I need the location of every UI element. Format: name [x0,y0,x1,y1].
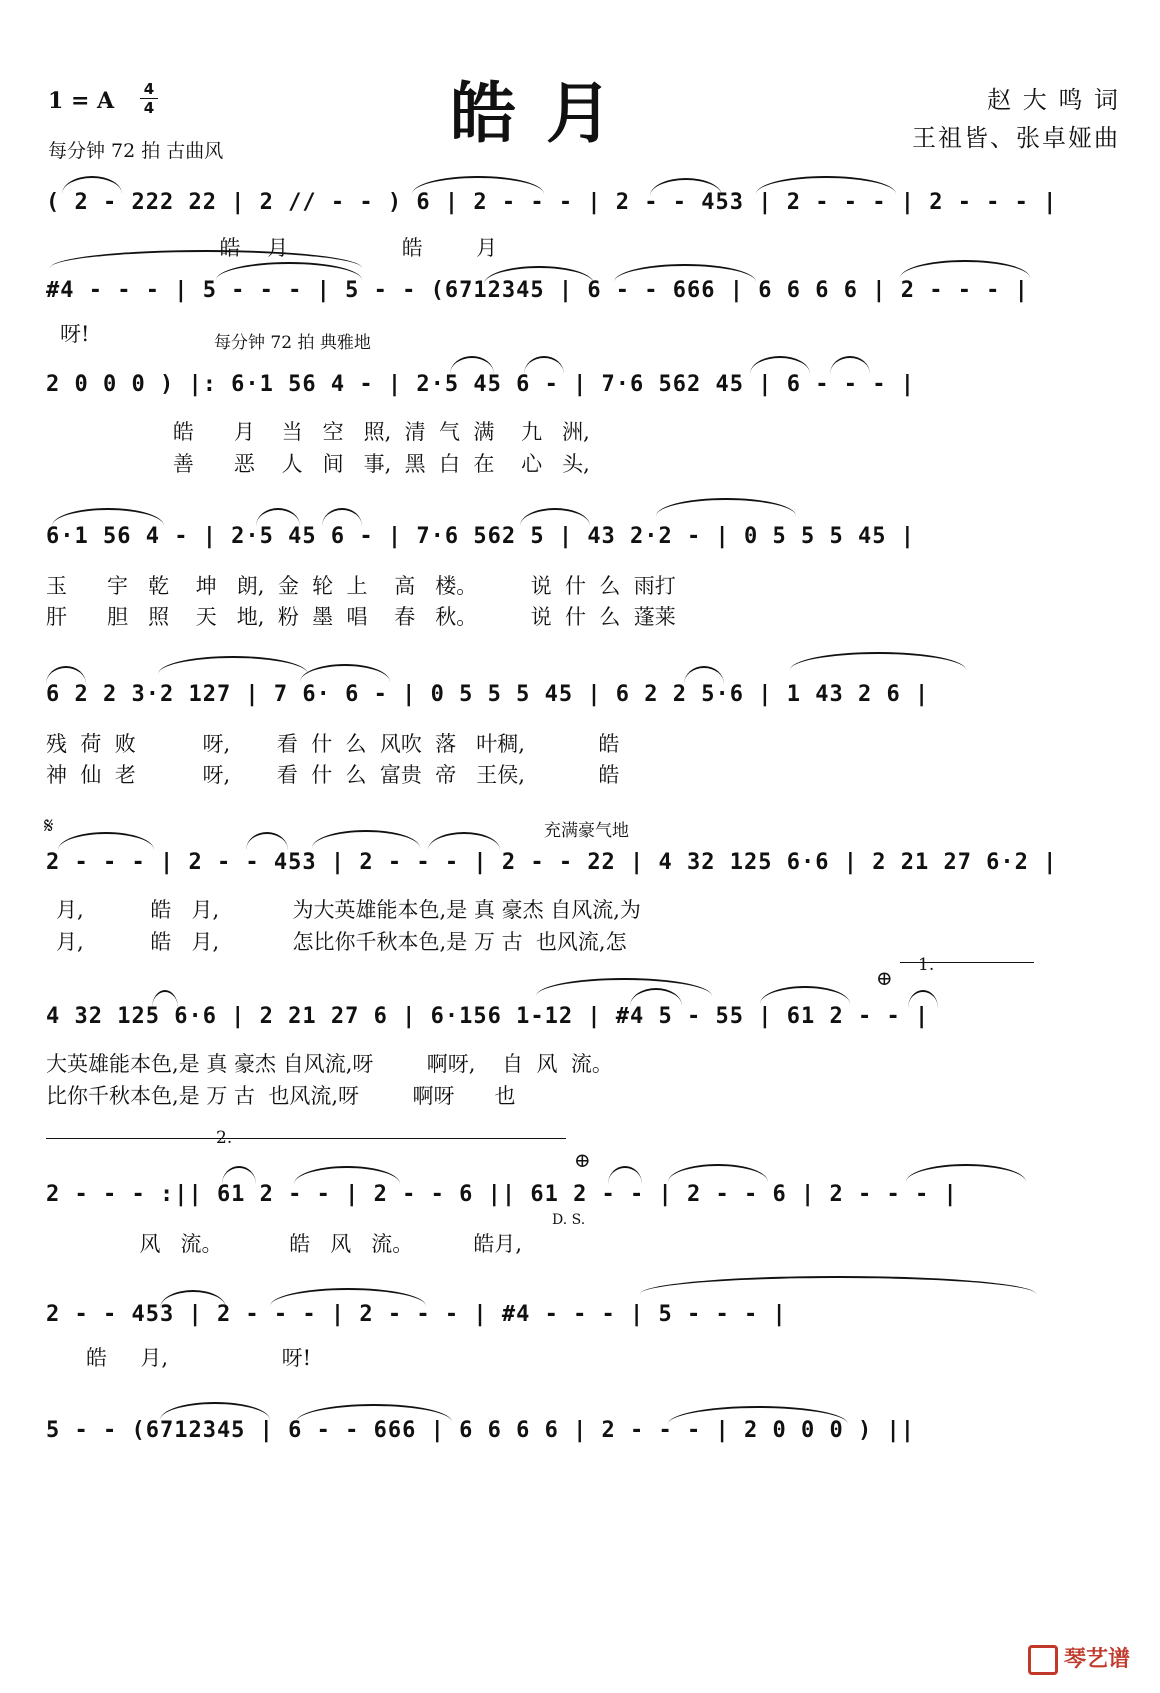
key-signature: 1 = A [48,88,115,114]
time-signature-top: 4 [143,80,155,98]
coda-sign-1: ⊕ [876,966,893,990]
tempo-marking-verse: 每分钟 72 拍 典雅地 [214,333,371,353]
song-title: 皓月 [450,74,642,152]
lyrics-row-4-verse-2: 肝 胆 照 天 地, 粉 墨 唱 春 秋。 说 什 么 蓬莱 [46,605,676,629]
lyrics-row-7-verse-1: 大英雄能本色,是 真 豪杰 自风流,呀 啊呀, 自 风 流。 [46,1052,613,1076]
notation-row-3: 2 0 0 0 ) |: 6·1 56 4 - | 2·5 45 6 - | 7·6 562 45 | 6 - - - | [46,372,915,397]
lyrics-row-9: 皓 月, 呀! [46,1346,312,1370]
lyrics-row-2: 呀! [60,322,90,346]
notation-row-2: #4 - - - | 5 - - - | 5 - - (6712345 | 6 - - 666 | 6 6 6 6 | 2 - - - | [46,278,1029,303]
time-signature-bottom: 4 [140,98,158,117]
logo-icon [1028,1645,1058,1675]
notation-row-7: 4 32 125 6·6 | 2 21 27 6 | 6·156 1-12 | #4 5 - 55 | 61 2 - - | [46,1004,930,1029]
lyrics-row-7-verse-2: 比你千秋本色,是 万 古 也风流,呀 啊呀 也 [46,1084,516,1108]
notation-row-10: 5 - - (6712345 | 6 - - 666 | 6 6 6 6 | 2 - - - | 2 0 0 0 ) || [46,1418,915,1443]
lyricist-credit: 赵 大 鸣 词 [987,86,1120,114]
logo-text: 琴艺谱 [1063,1647,1130,1672]
lyrics-row-6-verse-2: 月, 皓 月, 怎比你千秋本色,是 万 古 也风流,怎 [56,930,627,954]
lyrics-row-3-verse-1: 皓 月 当 空 照, 清 气 满 九 洲, [46,420,590,444]
notation-row-9: 2 - - 453 | 2 - - - | 2 - - - | #4 - - - | 5 - - - | [46,1302,787,1327]
notation-row-4: 6·1 56 4 - | 2·5 45 6 - | 7·6 562 5 | 43 2·2 - | 0 5 5 5 45 | [46,524,915,549]
time-signature [140,80,158,117]
tempo-marking-chorus: 充满豪气地 [544,821,629,841]
lyrics-row-5-verse-1: 残 荷 败 呀, 看 什 么 风吹 落 叶稠, 皓 [46,732,620,756]
segno-sign: 𝄋 [44,814,54,839]
tempo-marking-intro: 每分钟 72 拍 古曲风 [48,140,224,162]
composer-credit: 王祖皆、张卓娅曲 [912,124,1120,152]
lyrics-row-4-verse-1: 玉 宇 乾 坤 朗, 金 轮 上 高 楼。 说 什 么 雨打 [46,574,676,598]
notation-row-8: 2 - - - :|| 61 2 - - | 2 - - 6 || 61 2 - - | 2 - - 6 | 2 - - - | [46,1182,958,1207]
volta-1-label: 1. [918,955,935,975]
volta-2-label: 2. [216,1128,233,1148]
lyrics-row-1: 皓 月 皓 月 [46,236,498,260]
lyrics-row-8: 风 流。 皓 风 流。 皓月, [46,1232,523,1256]
dal-segno-mark: D. S. [552,1212,586,1228]
lyrics-row-3-verse-2: 善 恶 人 间 事, 黑 白 在 心 头, [46,452,590,476]
notation-row-5: 6 2 2 3·2 127 | 7 6· 6 - | 0 5 5 5 45 | 6 2 2 5·6 | 1 43 2 6 | [46,682,930,707]
coda-sign-2: ⊕ [574,1148,591,1172]
notation-row-6: 2 - - - | 2 - - 453 | 2 - - - | 2 - - 22 | 4 32 125 6·6 | 2 21 27 6·2 | [46,850,1058,875]
site-logo [1028,1642,1130,1675]
lyrics-row-5-verse-2: 神 仙 老 呀, 看 什 么 富贵 帝 王侯, 皓 [46,763,620,787]
notation-row-1: ( 2 - 222 22 | 2 // - - ) 6 | 2 - - - | 2 - - 453 | 2 - - - | 2 - - - | [46,190,1058,215]
lyrics-row-6-verse-1: 月, 皓 月, 为大英雄能本色,是 真 豪杰 自风流,为 [56,898,641,922]
